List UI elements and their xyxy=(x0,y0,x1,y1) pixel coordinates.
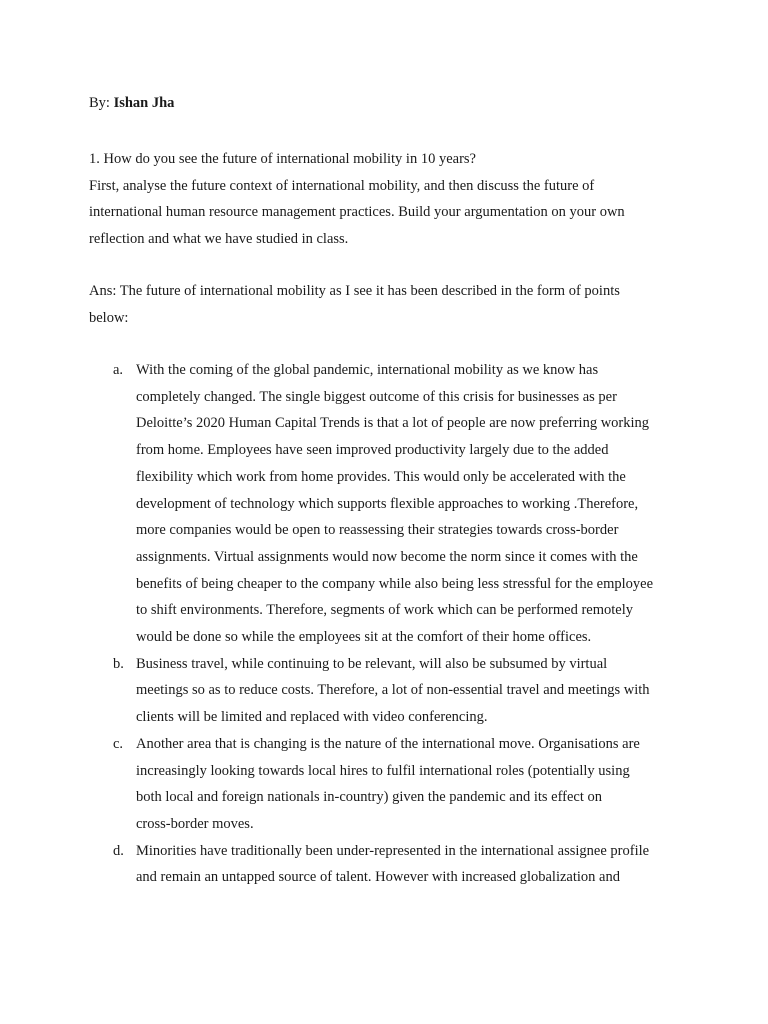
point-line: cross-border moves. xyxy=(136,815,254,832)
point-line: benefits of being cheaper to the company while also being less stressful for the employee xyxy=(136,575,654,592)
point-line: Minorities have traditionally been under-represented in the international assignee profile xyxy=(136,842,650,859)
point-line: both local and foreign nationals in-country) given the pandemic and its effect on xyxy=(136,789,603,806)
answer-points-list xyxy=(113,357,683,891)
answer-point-c xyxy=(113,731,683,838)
point-line: development of technology which supports flexible approaches to working .Therefore, xyxy=(136,495,639,512)
question-line: First, analyse the future context of international mobility, and then discuss the future of xyxy=(89,177,595,194)
point-line: With the coming of the global pandemic, international mobility as we know has xyxy=(136,362,599,378)
point-line: assignments. Virtual assignments would now become the norm since it comes with the xyxy=(136,548,638,565)
point-line: Another area that is changing is the nature of the international move. Organisations are xyxy=(136,735,640,752)
question-line: 1. How do you see the future of international mobility in 10 years? xyxy=(89,151,476,167)
point-line: Deloitte’s 2020 Human Capital Trends is that a lot of people are now preferring working xyxy=(136,415,650,432)
question-block xyxy=(89,146,689,253)
point-line: and remain an untapped source of talent. However with increased globalization and xyxy=(136,869,620,886)
point-line: meetings so as to reduce costs. Therefore, a lot of non-essential travel and meetings with xyxy=(136,682,650,699)
answer-point-d xyxy=(113,838,683,891)
author-name: Ishan Jha xyxy=(113,95,175,111)
answer-point-a xyxy=(113,357,683,651)
point-line: Business travel, while continuing to be relevant, will also be subsumed by virtual xyxy=(136,655,608,672)
point-line: flexibility which work from home provides. This would only be accelerated with the xyxy=(136,468,626,485)
list-marker: b. xyxy=(113,655,124,672)
question-line: reflection and what we have studied in class. xyxy=(89,231,349,248)
answer-intro xyxy=(89,278,689,331)
list-marker: a. xyxy=(113,362,124,378)
author-prefix: By: xyxy=(89,95,110,111)
point-line: increasingly looking towards local hires to fulfil international roles (potentially using xyxy=(136,762,630,779)
point-line: to shift environments. Therefore, segments of work which can be performed remotely xyxy=(136,602,634,619)
list-marker: d. xyxy=(113,842,124,859)
point-line: clients will be limited and replaced with video conferencing. xyxy=(136,709,488,726)
question-line: international human resource management practices. Build your argumentation on your own xyxy=(89,204,625,221)
point-line: from home. Employees have seen improved productivity largely due to the added xyxy=(136,442,609,459)
answer-intro-line: Ans: The future of international mobility as I see it has been described in the form of points xyxy=(89,283,620,299)
point-line: more companies would be open to reassessing their strategies towards cross-border xyxy=(136,522,619,539)
author-line xyxy=(89,93,174,113)
list-marker: c. xyxy=(113,735,124,752)
answer-point-b xyxy=(113,651,683,731)
point-line: would be done so while the employees sit at the comfort of their home offices. xyxy=(136,629,592,646)
point-line: completely changed. The single biggest outcome of this crisis for businesses as per xyxy=(136,388,617,405)
answer-intro-line: below: xyxy=(89,309,129,326)
